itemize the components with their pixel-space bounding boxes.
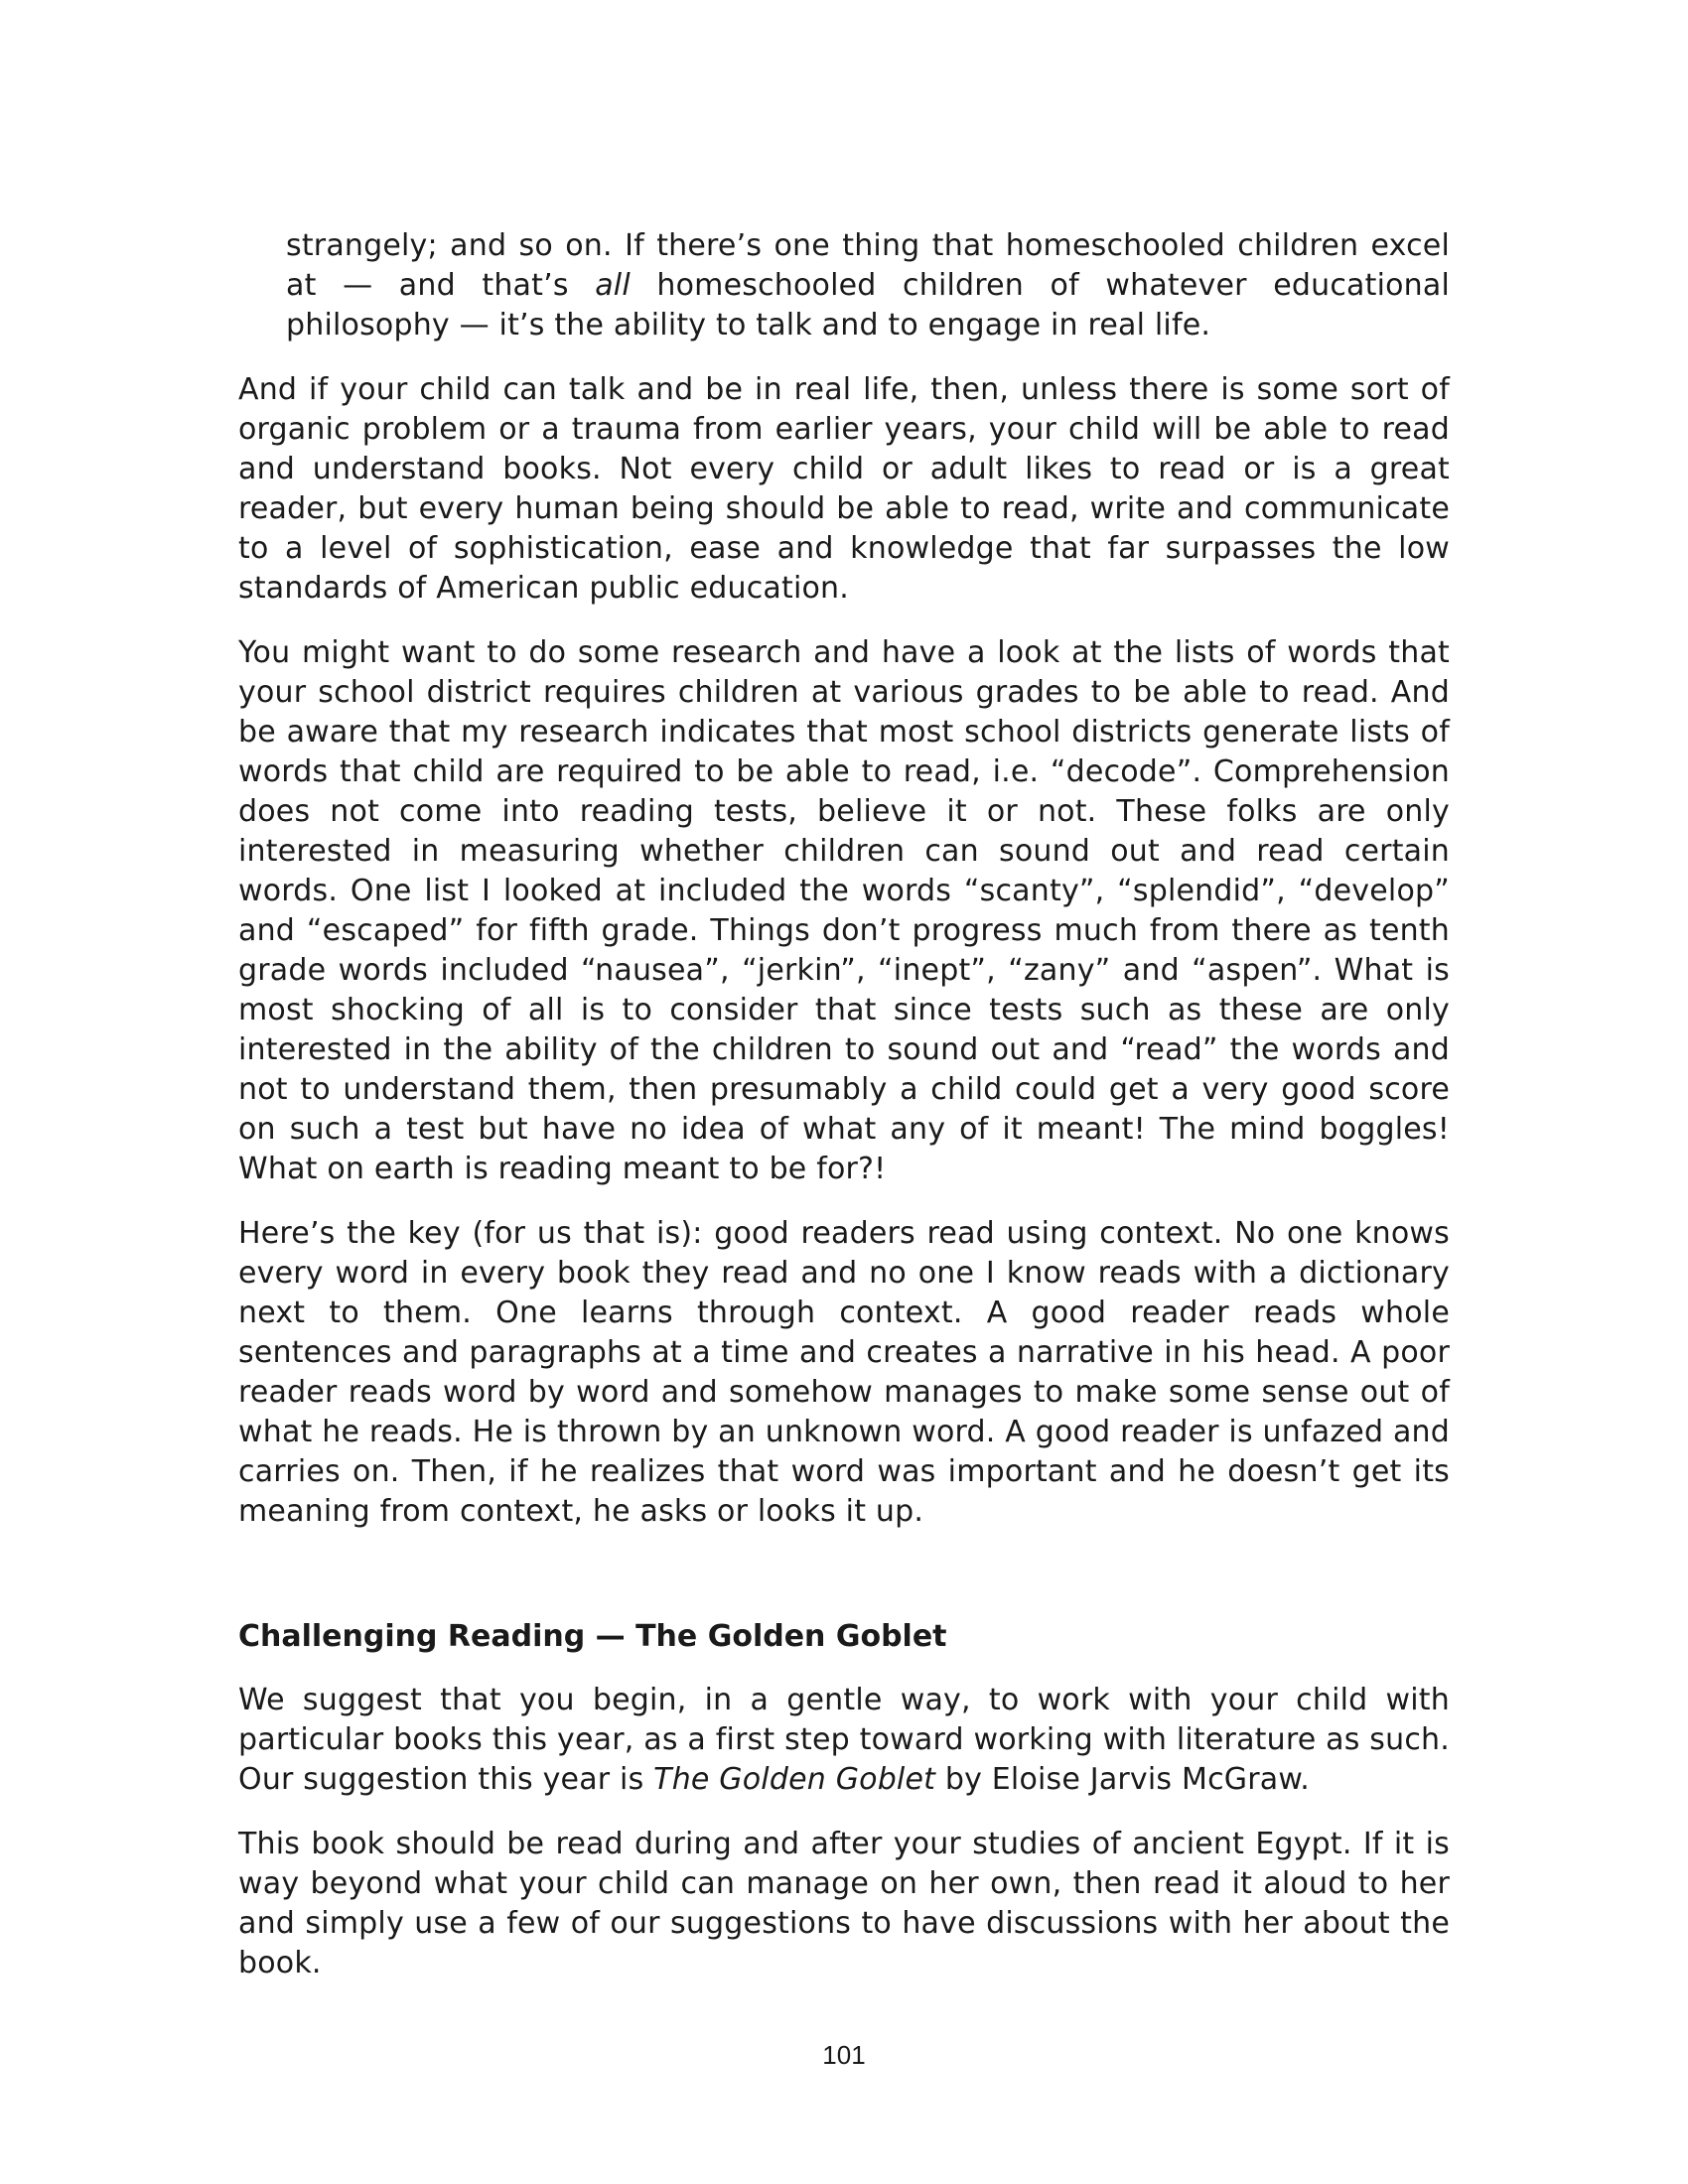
page-number: 101 [822, 2040, 866, 2070]
emphasis-text: all [595, 268, 631, 303]
paragraph-text: homeschooled children of whatever educational philosophy — it’s the ability to talk and to engage in real life. [286, 268, 1450, 342]
paragraph: This book should be read during and after your studies of ancient Egypt. If it is way beyond what your child can manage on her own, then read it aloud to her and simply use a few of our suggestions to have discussions with her about the book. [238, 1827, 1450, 1980]
paragraph-text: We suggest that you begin, in a gentle way, to work with your child with particular books this year, as a first step toward working with literature as such. Our suggestion this year is [238, 1683, 1450, 1797]
paragraph [238, 1681, 1450, 1800]
paragraph: You might want to do some research and have a look at the lists of words that your school district requires children at various grades to be able to read. And be aware that my research indicates that most school districts generate lists of words that child are required to be able to read, i.e. “decode”. Comprehension does not come into reading tests, believe it or not. These folks are only interested in measuring whether children can sound out and read certain words. One list I looked at included the words “scanty”, “splendid”, “develop” and “escaped” for fifth grade. Things don’t progress much from there as tenth grade words included “nausea”, “jerkin”, “inept”, “zany” and “aspen”. What is most shocking of all is to consider that since tests such as these are only interested in the ability of the children to sound out and “read” the words and not to understand them, then presumably a child could get a very good score on such a test but have no idea of what any of it meant! The mind boggles! What on earth is reading meant to be for?! [238, 635, 1450, 1186]
book-title: The Golden Goblet [653, 1762, 936, 1797]
text-column [238, 226, 1450, 2008]
paragraph-text: strangely; and so on. If there’s one thing that homeschooled children excel at — and that’s [286, 228, 1450, 303]
indented-paragraph [286, 226, 1450, 345]
section-heading: Challenging Reading — The Golden Goblet [238, 1619, 947, 1654]
paragraph-text: by Eloise Jarvis McGraw. [935, 1762, 1311, 1797]
paragraph: And if your child can talk and be in real life, then, unless there is some sort of organic problem or a trauma from earlier years, your child will be able to read and understand books. Not every child or adult likes to read or is a great reader, but every human being should be able to read, write and communicate to a level of sophistication, ease and knowledge that far surpasses the low standards of American public education. [238, 372, 1450, 606]
paragraph: Here’s the key (for us that is): good readers read using context. No one knows every word in every book they read and no one I know reads with a dictionary next to them. One learns through context. A good reader reads whole sentences and paragraphs at a time and creates a narrative in his head. A poor reader reads word by word and somehow manages to make some sense out of what he reads. He is thrown by an unknown word. A good reader is unfazed and carries on. Then, if he realizes that word was important and he doesn’t get its meaning from context, he asks or looks it up. [238, 1216, 1450, 1529]
